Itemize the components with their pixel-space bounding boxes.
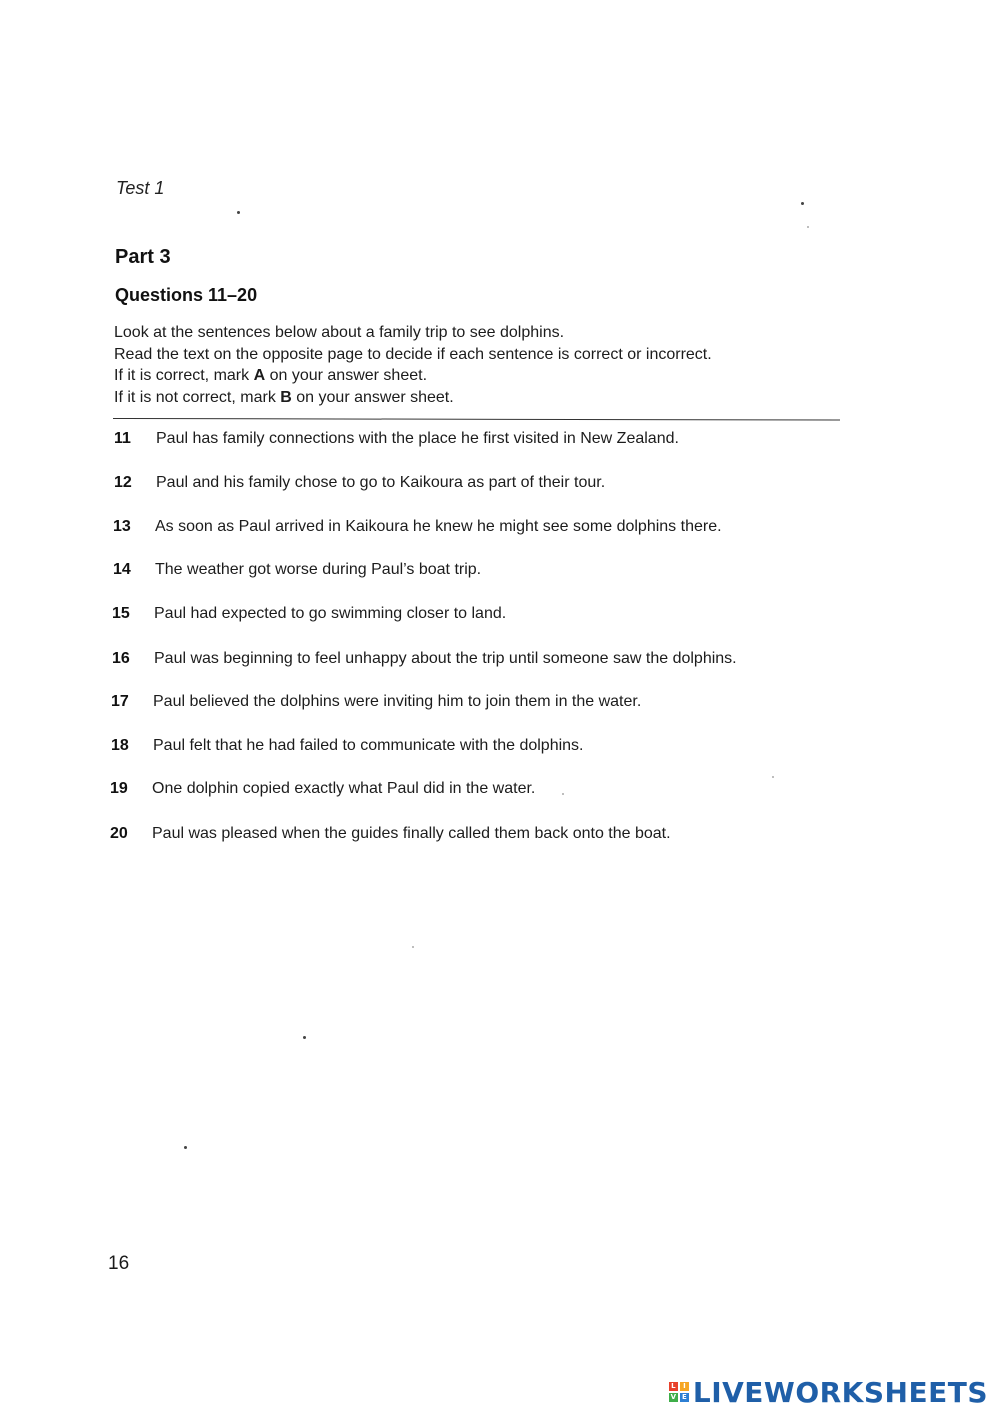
question-number: 14 bbox=[113, 561, 131, 578]
question-number: 18 bbox=[111, 737, 129, 754]
question-text: Paul and his family chose to go to Kaikoura as part of their tour. bbox=[156, 474, 606, 491]
scan-speck bbox=[801, 202, 804, 205]
question-text: The weather got worse during Paul’s boat trip. bbox=[155, 561, 482, 578]
instruction-line-4-after: on your answer sheet. bbox=[291, 388, 454, 406]
instruction-line-3-after: on your answer sheet. bbox=[265, 367, 428, 384]
question-text: As soon as Paul arrived in Kaikoura he knew he might see some dolphins there. bbox=[155, 518, 722, 535]
scan-speck bbox=[562, 793, 564, 795]
question-text: Paul felt that he had failed to communicate with the dolphins. bbox=[153, 737, 584, 754]
mark-a-label: A bbox=[253, 367, 266, 384]
question-text: Paul was beginning to feel unhappy about the trip until someone saw the dolphins. bbox=[154, 650, 737, 667]
instruction-line-1: Look at the sentences below about a family trip to see dolphins. bbox=[114, 324, 565, 341]
test-label: Test 1 bbox=[116, 178, 165, 198]
question-item bbox=[113, 518, 722, 542]
question-text: Paul has family connections with the place he first visited in New Zealand. bbox=[156, 430, 679, 447]
scan-speck bbox=[303, 1036, 306, 1039]
instruction-line-3 bbox=[114, 365, 834, 387]
question-item bbox=[112, 605, 506, 629]
divider-rule bbox=[113, 418, 840, 421]
scan-speck bbox=[184, 1146, 187, 1149]
logo-tile: L bbox=[669, 1382, 678, 1391]
scan-speck bbox=[237, 211, 240, 214]
scan-speck bbox=[807, 226, 809, 228]
question-text: Paul believed the dolphins were inviting him to join them in the water. bbox=[153, 693, 642, 710]
instruction-line-2: Read the text on the opposite page to decide if each sentence is correct or incorrect. bbox=[114, 345, 712, 363]
scan-speck bbox=[412, 946, 414, 948]
question-item bbox=[110, 780, 535, 804]
question-number: 19 bbox=[110, 780, 128, 797]
question-text: One dolphin copied exactly what Paul did in the water. bbox=[152, 780, 536, 797]
questions-title: Questions 11–20 bbox=[115, 285, 258, 305]
question-text: Paul was pleased when the guides finally called them back onto the boat. bbox=[152, 825, 671, 842]
page-number: 16 bbox=[108, 1253, 130, 1274]
question-number: 15 bbox=[112, 605, 130, 622]
question-number: 20 bbox=[110, 825, 128, 842]
instructions bbox=[114, 322, 834, 408]
watermark-text: LIVEWORKSHEETS bbox=[692, 1375, 988, 1409]
question-item bbox=[111, 737, 583, 761]
question-number: 12 bbox=[114, 474, 132, 491]
mark-b-label: B bbox=[280, 388, 292, 406]
question-item bbox=[110, 825, 671, 849]
question-number: 13 bbox=[113, 518, 131, 535]
part-title: Part 3 bbox=[115, 246, 171, 268]
question-item bbox=[111, 693, 641, 717]
question-item bbox=[114, 474, 605, 498]
question-number: 16 bbox=[112, 650, 130, 667]
liveworksheets-watermark bbox=[669, 1374, 988, 1410]
instruction-line-3-before: If it is correct, mark bbox=[114, 367, 254, 384]
question-item bbox=[114, 430, 679, 454]
question-item bbox=[113, 561, 481, 585]
logo-tile: V bbox=[670, 1393, 677, 1401]
instruction-line-4 bbox=[114, 387, 834, 409]
question-text: Paul had expected to go swimming closer to land. bbox=[154, 605, 507, 622]
liveworksheets-logo-icon bbox=[669, 1382, 689, 1402]
instruction-line-4-before: If it is not correct, mark bbox=[114, 388, 281, 406]
question-number: 17 bbox=[111, 693, 129, 710]
question-item bbox=[112, 650, 737, 674]
question-number: 11 bbox=[114, 430, 131, 447]
logo-tile: I bbox=[680, 1382, 689, 1391]
logo-tile: E bbox=[680, 1393, 689, 1402]
scan-speck bbox=[772, 776, 774, 778]
